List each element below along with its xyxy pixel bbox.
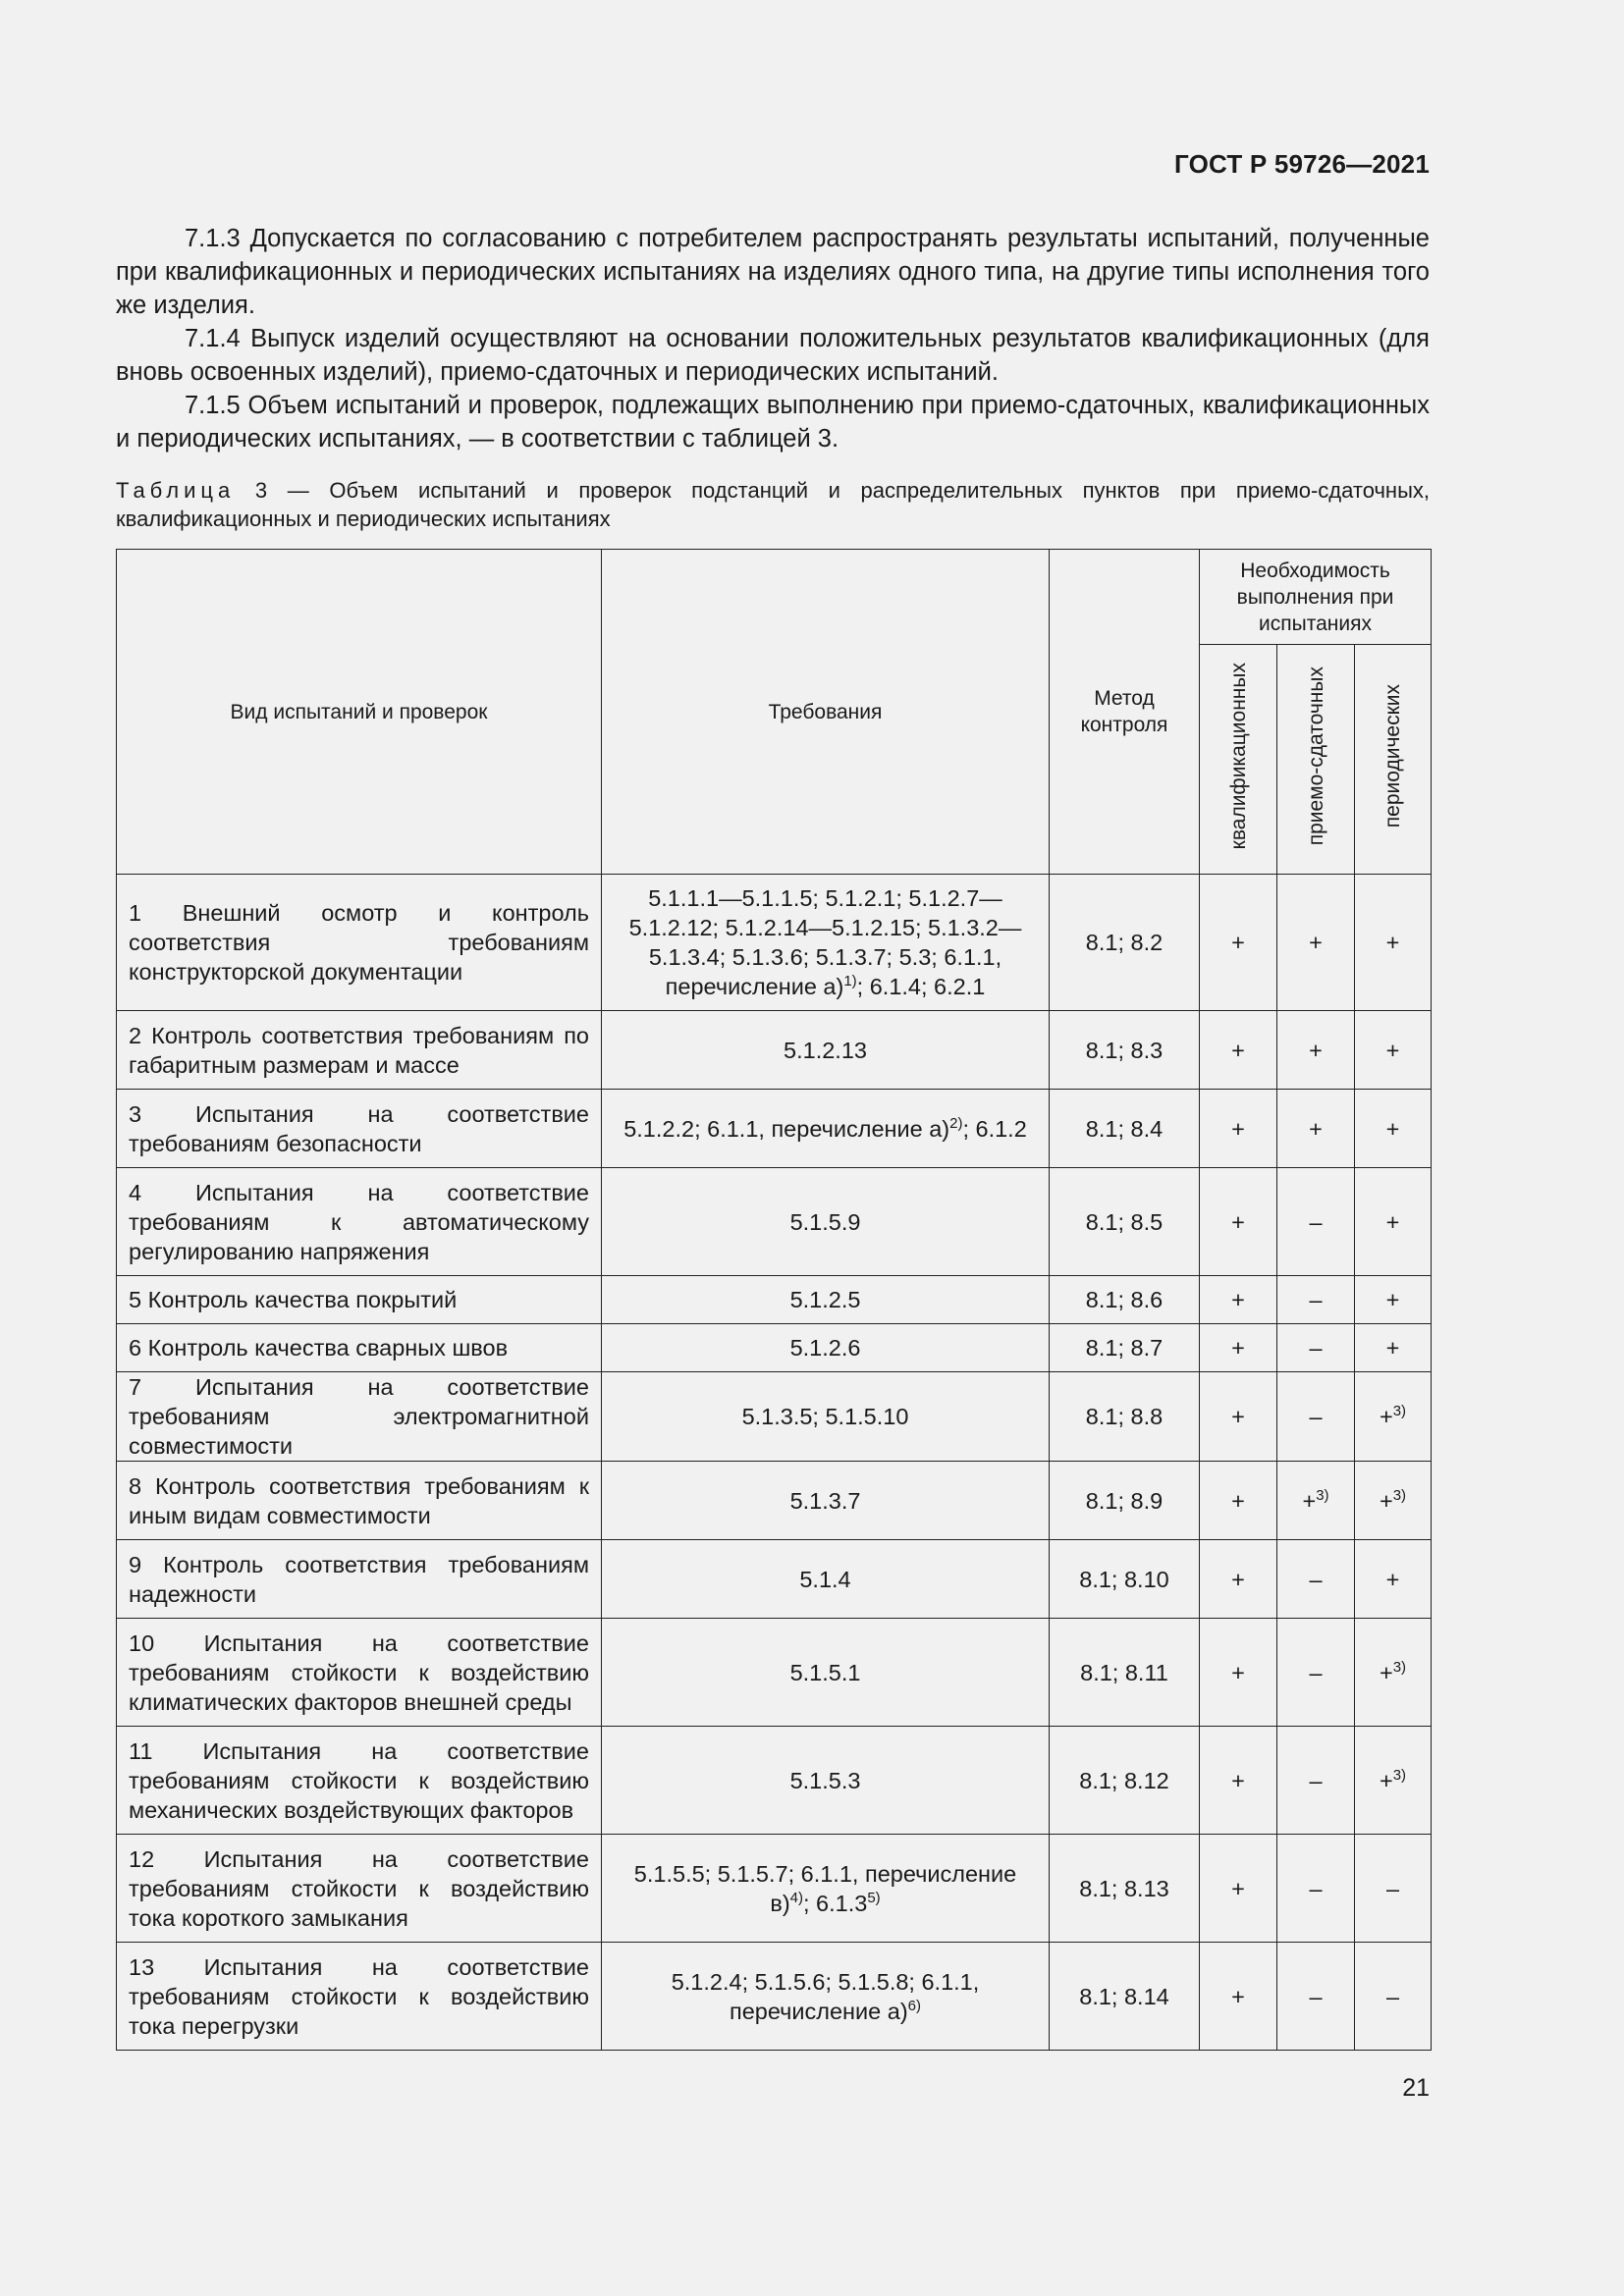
row-qual: + — [1200, 1619, 1277, 1727]
row-method: 8.1; 8.8 — [1050, 1372, 1200, 1462]
header-requirements: Требования — [602, 550, 1050, 875]
row-accept: – — [1277, 1943, 1355, 2051]
row-method: 8.1; 8.6 — [1050, 1276, 1200, 1324]
row-method: 8.1; 8.9 — [1050, 1462, 1200, 1540]
row-requirements: 5.1.3.5; 5.1.5.10 — [602, 1372, 1050, 1462]
header-periodic: периодических — [1355, 645, 1432, 875]
table-row — [117, 1324, 1432, 1372]
row-name: 5 Контроль качества покрытий — [117, 1276, 602, 1324]
row-method: 8.1; 8.7 — [1050, 1324, 1200, 1372]
row-periodic: + — [1355, 1540, 1432, 1619]
row-accept: – — [1277, 1619, 1355, 1727]
row-qual: + — [1200, 1090, 1277, 1168]
table-row — [117, 1835, 1432, 1943]
table-row — [117, 875, 1432, 1011]
paragraph-7-1-5: 7.1.5 Объем испытаний и проверок, подлежащих выполнению при приемо-сдаточных, квалификационных и периодических испытаниях, — в соответствии с таблицей 3. — [116, 392, 1430, 453]
header-type: Вид испытаний и проверок — [117, 550, 602, 875]
document-header: ГОСТ Р 59726—2021 — [1174, 149, 1430, 179]
row-qual: + — [1200, 1324, 1277, 1372]
row-qual: + — [1200, 1462, 1277, 1540]
row-accept: – — [1277, 1168, 1355, 1276]
row-method: 8.1; 8.2 — [1050, 875, 1200, 1011]
row-qual: + — [1200, 1540, 1277, 1619]
header-acceptance: приемо-сдаточных — [1277, 645, 1355, 875]
row-periodic: + — [1355, 1090, 1432, 1168]
row-requirements: 5.1.5.1 — [602, 1619, 1050, 1727]
row-name: 10 Испытания на соответствие требованиям стойкости к воздействию климатических факторов внешней среды — [117, 1619, 602, 1727]
row-method: 8.1; 8.11 — [1050, 1619, 1200, 1727]
table-row — [117, 1011, 1432, 1090]
row-method: 8.1; 8.3 — [1050, 1011, 1200, 1090]
row-name: 9 Контроль соответствия требованиям надежности — [117, 1540, 602, 1619]
table-caption-text: 3 — Объем испытаний и проверок подстанций и распределительных пунктов при приемо-сдаточных, квалификационных и периодических испытаниях — [116, 478, 1430, 531]
row-periodic: + — [1355, 875, 1432, 1011]
row-qual: + — [1200, 1276, 1277, 1324]
row-name: 7 Испытания на соответствие требованиям электромагнитной совместимости — [117, 1372, 602, 1462]
row-method: 8.1; 8.14 — [1050, 1943, 1200, 2051]
row-requirements: 5.1.3.7 — [602, 1462, 1050, 1540]
body-text — [116, 222, 1430, 455]
row-name: 12 Испытания на соответствие требованиям стойкости к воздействию тока короткого замыкания — [117, 1835, 602, 1943]
row-requirements: 5.1.5.3 — [602, 1727, 1050, 1835]
header-necessity: Необходимость выполнения при испытаниях — [1200, 550, 1432, 645]
row-qual: + — [1200, 1943, 1277, 2051]
row-requirements: 5.1.2.6 — [602, 1324, 1050, 1372]
paragraph-7-1-3: 7.1.3 Допускается по согласованию с потребителем распространять результаты испытаний, полученные при квалификационных и периодических испытаниях на изделиях одного типа, на другие типы исполнения того же изделия. — [116, 225, 1430, 319]
row-accept: – — [1277, 1540, 1355, 1619]
header-qualification: квалификационных — [1200, 645, 1277, 875]
row-accept: – — [1277, 1835, 1355, 1943]
row-name: 6 Контроль качества сварных швов — [117, 1324, 602, 1372]
row-method: 8.1; 8.13 — [1050, 1835, 1200, 1943]
row-requirements: 5.1.2.13 — [602, 1011, 1050, 1090]
row-periodic: + — [1355, 1324, 1432, 1372]
row-name: 8 Контроль соответствия требованиям к иным видам совместимости — [117, 1462, 602, 1540]
row-periodic: – — [1355, 1943, 1432, 2051]
table-caption — [116, 476, 1430, 533]
row-name: 1 Внешний осмотр и контроль соответствия требованиям конструкторской документации — [117, 875, 602, 1011]
row-method: 8.1; 8.5 — [1050, 1168, 1200, 1276]
row-accept: + — [1277, 1090, 1355, 1168]
table-row — [117, 1090, 1432, 1168]
table-row — [117, 1727, 1432, 1835]
table-row — [117, 1462, 1432, 1540]
row-periodic: +$^{3)}$ — [1355, 1727, 1432, 1835]
row-accept: – — [1277, 1727, 1355, 1835]
row-requirements: 5.1.5.9 — [602, 1168, 1050, 1276]
header-method: Метод контроля — [1050, 550, 1200, 875]
row-requirements: 5.1.2.5 — [602, 1276, 1050, 1324]
row-qual: + — [1200, 875, 1277, 1011]
row-requirements: 5.1.2.4; 5.1.5.6; 5.1.5.8; 6.1.1, перечисление а)$^{6)}$ — [602, 1943, 1050, 2051]
row-accept: +$^{3)}$ — [1277, 1462, 1355, 1540]
row-name: 4 Испытания на соответствие требованиям к автоматическому регулированию напряжения — [117, 1168, 602, 1276]
table-caption-label: Таблица — [116, 478, 236, 503]
row-accept: – — [1277, 1372, 1355, 1462]
row-periodic: + — [1355, 1276, 1432, 1324]
row-method: 8.1; 8.10 — [1050, 1540, 1200, 1619]
row-periodic: +$^{3)}$ — [1355, 1462, 1432, 1540]
row-qual: + — [1200, 1168, 1277, 1276]
row-qual: + — [1200, 1011, 1277, 1090]
row-name: 2 Контроль соответствия требованиям по габаритным размерам и массе — [117, 1011, 602, 1090]
row-method: 8.1; 8.12 — [1050, 1727, 1200, 1835]
paragraph-7-1-4: 7.1.4 Выпуск изделий осуществляют на основании положительных результатов квалификационных (для вновь освоенных изделий), приемо-сдаточных и периодических испытаний. — [116, 325, 1430, 386]
row-accept: + — [1277, 1011, 1355, 1090]
table-row — [117, 1372, 1432, 1462]
tests-table — [116, 549, 1432, 2051]
row-name: 11 Испытания на соответствие требованиям стойкости к воздействию механических воздействующих факторов — [117, 1727, 602, 1835]
row-periodic: +$^{3)}$ — [1355, 1372, 1432, 1462]
row-name: 13 Испытания на соответствие требованиям стойкости к воздействию тока перегрузки — [117, 1943, 602, 2051]
row-requirements: 5.1.4 — [602, 1540, 1050, 1619]
row-accept: + — [1277, 875, 1355, 1011]
page-number: 21 — [1402, 2074, 1430, 2102]
row-qual: + — [1200, 1372, 1277, 1462]
row-accept: – — [1277, 1276, 1355, 1324]
row-periodic: + — [1355, 1011, 1432, 1090]
table-row — [117, 1276, 1432, 1324]
row-accept: – — [1277, 1324, 1355, 1372]
row-periodic: + — [1355, 1168, 1432, 1276]
row-qual: + — [1200, 1835, 1277, 1943]
table-row — [117, 1540, 1432, 1619]
row-requirements: 5.1.5.5; 5.1.5.7; 6.1.1, перечисление в)$^{4)}$; 6.1.3$^{5)}$ — [602, 1835, 1050, 1943]
row-requirements: 5.1.1.1—5.1.1.5; 5.1.2.1; 5.1.2.7—5.1.2.12; 5.1.2.14—5.1.2.15; 5.1.3.2—5.1.3.4; 5.1.3.6; 5.1.3.7; 5.3; 6.1.1, перечисление а)$^{1)}$; 6.1.4; 6.2.1 — [602, 875, 1050, 1011]
table-row — [117, 1168, 1432, 1276]
row-qual: + — [1200, 1727, 1277, 1835]
row-periodic: – — [1355, 1835, 1432, 1943]
table-row — [117, 1619, 1432, 1727]
row-method: 8.1; 8.4 — [1050, 1090, 1200, 1168]
row-requirements: 5.1.2.2; 6.1.1, перечисление а)$^{2)}$; 6.1.2 — [602, 1090, 1050, 1168]
row-periodic: +$^{3)}$ — [1355, 1619, 1432, 1727]
table-row — [117, 1943, 1432, 2051]
row-name: 3 Испытания на соответствие требованиям безопасности — [117, 1090, 602, 1168]
